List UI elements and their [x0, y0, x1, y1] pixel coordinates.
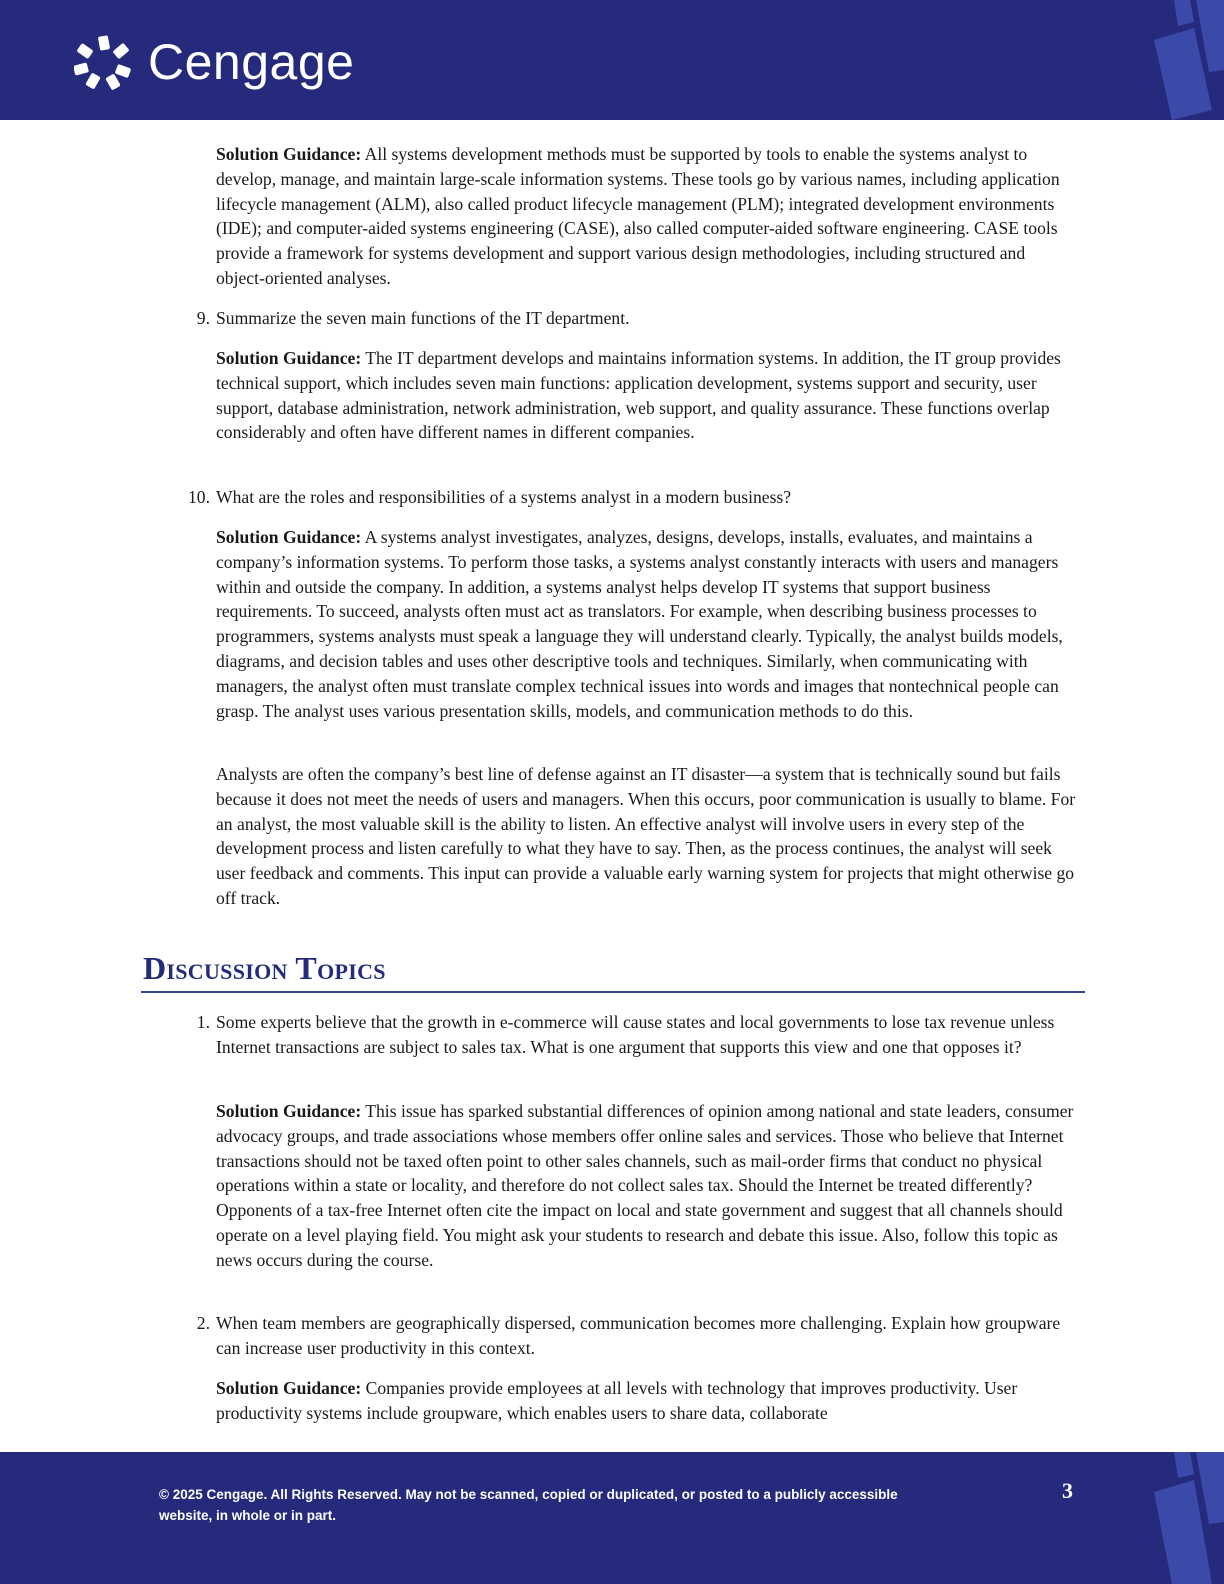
cengage-star-icon	[74, 34, 134, 90]
section-divider	[141, 991, 1085, 993]
question-number: 9.	[196, 308, 210, 328]
guidance-text: This issue has sparked substantial differences of opinion among national and state leaders, consumer advocacy groups, and trade associations whose members offer online sales and services. Those who believe that Internet transactions should not be taxed often point to other sales channels, such as mail-order firms that conduct no physical operations within a state or locality, and therefore do not collect sales tax. Should the Internet be treated differently? Opponents of a tax-free Internet often cite the impact on local and state government and suggest that all channels should operate on a level playing field. You might ask your students to research and debate this issue. Also, follow this topic as news occurs during the course.	[216, 1101, 1074, 1270]
question-number: 10.	[188, 487, 210, 507]
guidance-label: Solution Guidance:	[216, 348, 362, 368]
cengage-logo[interactable]	[74, 30, 354, 94]
logo-wordmark: Cengage	[148, 34, 355, 90]
question-9	[196, 306, 1078, 331]
discussion-guidance-2	[216, 1376, 1078, 1426]
guidance-label: Solution Guidance:	[216, 1378, 362, 1398]
discussion-item-1	[196, 1010, 1078, 1060]
page-number: 3	[1062, 1478, 1073, 1503]
header-decoration	[1134, 0, 1224, 120]
guidance-text: The IT department develops and maintains information systems. In addition, the IT group provides technical support, which includes seven main functions: application development, systems support and security, user support, database administration, network administration, web support, and quality assurance. These functions overlap considerably and often have different names in different companies.	[216, 348, 1061, 443]
question-text: What are the roles and responsibilities of a systems analyst in a modern business?	[216, 487, 792, 507]
guidance-label: Solution Guidance:	[216, 527, 362, 547]
footer-decoration	[1134, 1452, 1224, 1584]
guidance-text: All systems development methods must be supported by tools to enable the systems analyst to develop, manage, and maintain large-scale information systems. These tools go by various names, including application lifecycle management (ALM), also called product lifecycle management (PLM); integrated development environments (IDE); and computer-aided systems engineering (CASE), also called computer-aided software engineering. CASE tools provide a framework for systems development and support various design methodologies, including structured and object-oriented analyses.	[216, 144, 1060, 288]
copyright-notice: © 2025 Cengage. All Rights Reserved. May not be scanned, copied or duplicated, or posted to a publicly accessible website, in whole or in part.	[159, 1487, 898, 1523]
page-header	[0, 0, 1224, 120]
item-number: 1.	[196, 1012, 210, 1032]
item-text: When team members are geographically dispersed, communication becomes more challenging. Explain how groupware can increase user productivity in this context.	[216, 1313, 1061, 1358]
analyst-paragraph: Analysts are often the company’s best line of defense against an IT disaster—a system that is technically sound but fails because it does not meet the needs of users and managers. When this occurs, poor communication is usually to blame. For an analyst, the most valuable skill is the ability to listen. An effective analyst will involve users in every step of the development process and listen carefully to what they have to say. Then, as the process continues, the analyst will seek user feedback and comments. This input can provide a valuable early warning system for projects that might otherwise go off track.	[216, 764, 1076, 908]
page-footer	[0, 1452, 1224, 1584]
guidance-text: A systems analyst investigates, analyzes, designs, develops, installs, evaluates, and maintains a company’s information systems. To perform those tasks, a systems analyst constantly interacts with users and managers within and outside the company. In addition, a systems analyst helps develop IT systems that support business requirements. To succeed, analysts often must act as translators. For example, when describing business processes to programmers, systems analysts must speak a language they will understand clearly. Typically, the analyst builds models, diagrams, and decision tables and uses other descriptive tools and techniques. Similarly, when communicating with managers, the analyst often must translate complex technical issues into words and images that nontechnical people can grasp. The analyst uses various presentation skills, models, and communication methods to do this.	[216, 527, 1063, 721]
discussion-item-2	[196, 1311, 1078, 1361]
guidance-text: Companies provide employees at all levels with technology that improves productivity. User productivity systems include groupware, which enables users to share data, collaborate	[216, 1378, 1018, 1423]
solution-guidance-8	[216, 142, 1078, 291]
guidance-label: Solution Guidance:	[216, 144, 362, 164]
solution-guidance-10	[216, 525, 1078, 723]
question-text: Summarize the seven main functions of the IT department.	[216, 308, 630, 328]
discussion-topics-heading: Discussion Topics	[143, 950, 386, 986]
item-text: Some experts believe that the growth in e-commerce will cause states and local governments to lose tax revenue unless Internet transactions are subject to sales tax. What is one argument that supports this view and one that opposes it?	[216, 1012, 1055, 1057]
item-number: 2.	[196, 1313, 210, 1333]
solution-guidance-9	[216, 346, 1078, 445]
discussion-guidance-1	[216, 1099, 1078, 1273]
question-10	[188, 485, 1078, 510]
guidance-label: Solution Guidance:	[216, 1101, 362, 1121]
